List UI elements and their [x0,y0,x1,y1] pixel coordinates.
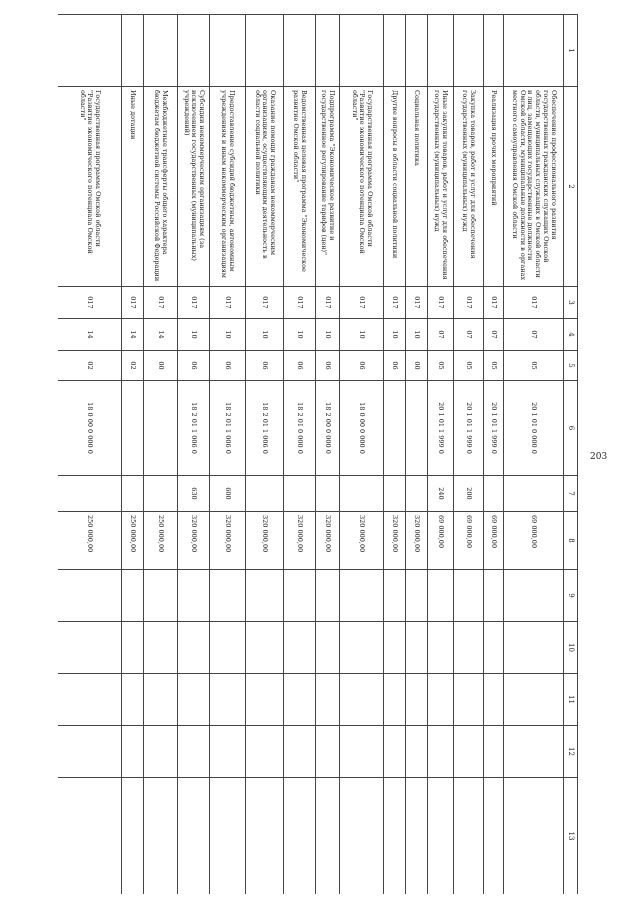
empty-cell [283,570,315,622]
cell-c4: 07 [503,319,563,351]
column-header-1: 1 [563,15,577,87]
empty-cell [383,778,405,894]
row-blank-cell [427,15,453,87]
empty-cell [453,622,483,674]
row-label: Реализация прочих мероприятий [483,87,503,287]
amount-cell: 250 000,00 [143,512,177,570]
empty-cell [339,674,383,726]
row-label: Подпрограмма "Экономическое развитие и государственное регулирование тарифов (цен)" [315,87,339,287]
cell-c5: 06 [283,351,315,381]
cell-c4: 14 [58,319,121,351]
amount-cell: 69 000,00 [427,512,453,570]
cell-c7 [405,476,427,512]
cell-c3: 017 [453,287,483,319]
cell-c4: 10 [283,319,315,351]
amount-cell: 69 000,00 [503,512,563,570]
empty-cell [58,674,121,726]
cell-c6: 20 1 01 1 999 0 [483,381,503,476]
empty-cell [315,778,339,894]
cell-c5: 05 [483,351,503,381]
cell-c3: 017 [58,287,121,319]
empty-cell [453,778,483,894]
cell-c7: 240 [427,476,453,512]
column-header-7: 7 [563,476,577,512]
cell-c6 [383,381,405,476]
cell-c3: 017 [209,287,245,319]
empty-cell [483,570,503,622]
empty-cell [177,726,209,778]
empty-cell [283,622,315,674]
empty-cell [209,674,245,726]
empty-cell [315,622,339,674]
row-blank-cell [209,15,245,87]
empty-cell [209,778,245,894]
row-label: Социальная политика [405,87,427,287]
empty-cell [383,570,405,622]
empty-cell [209,726,245,778]
cell-c4: 14 [121,319,143,351]
cell-c6 [121,381,143,476]
empty-cell [58,570,121,622]
row-blank-cell [405,15,427,87]
row-blank-cell [383,15,405,87]
empty-cell [143,778,177,894]
cell-c3: 017 [383,287,405,319]
cell-c3: 017 [315,287,339,319]
column-header-3: 3 [563,287,577,319]
row-blank-cell [58,15,121,87]
amount-cell: 320 000,00 [339,512,383,570]
empty-cell [503,570,563,622]
cell-c3: 017 [483,287,503,319]
empty-cell [245,726,283,778]
cell-c4: 10 [405,319,427,351]
amount-cell: 250 000,00 [121,512,143,570]
empty-cell [503,726,563,778]
empty-cell [483,622,503,674]
empty-cell [315,674,339,726]
cell-c5: 02 [121,351,143,381]
cell-c4: 07 [453,319,483,351]
column-header-12: 12 [563,726,577,778]
empty-cell [427,622,453,674]
cell-c4: 14 [143,319,177,351]
amount-cell: 69 000,00 [453,512,483,570]
row-blank-cell [503,15,563,87]
cell-c4: 10 [383,319,405,351]
row-blank-cell [283,15,315,87]
empty-cell [383,622,405,674]
empty-cell [427,674,453,726]
row-label: Межбюджетные трансферты общего характера бюджетам бюджетной системы Российской Федерации [143,87,177,287]
cell-c6: 18 2 01 1 006 0 [177,381,209,476]
empty-cell [339,570,383,622]
amount-cell: 320 000,00 [209,512,245,570]
row-blank-cell [177,15,209,87]
empty-cell [121,726,143,778]
column-header-13: 13 [563,778,577,894]
empty-cell [121,778,143,894]
empty-cell [339,778,383,894]
cell-c7 [283,476,315,512]
cell-c3: 017 [405,287,427,319]
cell-c4: 10 [315,319,339,351]
empty-cell [427,778,453,894]
cell-c7 [143,476,177,512]
empty-cell [427,570,453,622]
empty-cell [143,570,177,622]
empty-cell [405,674,427,726]
cell-c4: 07 [483,319,503,351]
empty-cell [453,570,483,622]
row-label: Обеспечение профессионального развития государственных гражданских служащих Омской области, муниципальных служащих в Омской области и лиц, замещающих государственные должности Омской области, муниципальные должности в органах местного самоуправления Омской области [503,87,563,287]
row-blank-cell [121,15,143,87]
row-blank-cell [315,15,339,87]
cell-c6 [143,381,177,476]
empty-cell [405,726,427,778]
cell-c5: 00 [143,351,177,381]
amount-cell: 320 000,00 [405,512,427,570]
empty-cell [177,622,209,674]
empty-cell [143,622,177,674]
cell-c4: 10 [339,319,383,351]
amount-cell: 320 000,00 [177,512,209,570]
cell-c7: 200 [453,476,483,512]
cell-c5: 06 [177,351,209,381]
cell-c4: 10 [177,319,209,351]
empty-cell [177,778,209,894]
row-label: Ведомственная целевая программа "Экономическое развитие Омской области" [283,87,315,287]
empty-cell [383,726,405,778]
cell-c6: 18 2 01 1 006 0 [245,381,283,476]
cell-c5: 06 [383,351,405,381]
cell-c3: 017 [245,287,283,319]
column-header-8: 8 [563,512,577,570]
empty-cell [245,570,283,622]
empty-cell [483,674,503,726]
cell-c7 [339,476,383,512]
cell-c3: 017 [283,287,315,319]
empty-cell [209,570,245,622]
row-blank-cell [483,15,503,87]
cell-c7 [503,476,563,512]
cell-c5: 05 [503,351,563,381]
empty-cell [283,674,315,726]
cell-c6: 20 1 01 1 999 0 [427,381,453,476]
cell-c3: 017 [427,287,453,319]
row-blank-cell [339,15,383,87]
row-label: Государственная программа Омской области "Развитие экономического потенциала Омской области" [58,87,121,287]
empty-cell [405,570,427,622]
cell-c4: 10 [209,319,245,351]
cell-c7 [245,476,283,512]
row-label: Предоставление субсидий бюджетным, автономным учреждениям и иным некоммерческим организациям [209,87,245,287]
empty-cell [121,570,143,622]
cell-c3: 017 [121,287,143,319]
column-header-10: 10 [563,622,577,674]
amount-cell: 250 000,00 [58,512,121,570]
empty-cell [503,622,563,674]
row-label: Оказание помощи гражданам некоммерческим организациям, осуществляющим деятельность в области социальной политики [245,87,283,287]
empty-cell [283,726,315,778]
cell-c6: 18 2 00 0 000 0 [315,381,339,476]
empty-cell [283,778,315,894]
cell-c6: 20 1 01 0 000 0 [503,381,563,476]
empty-cell [58,622,121,674]
row-blank-cell [453,15,483,87]
empty-cell [405,778,427,894]
empty-cell [315,726,339,778]
cell-c6: 18 2 01 1 006 0 [209,381,245,476]
cell-c3: 017 [339,287,383,319]
cell-c6: 18 0 00 0 000 0 [339,381,383,476]
empty-cell [339,726,383,778]
column-header-9: 9 [563,570,577,622]
cell-c7: 630 [177,476,209,512]
amount-cell: 320 000,00 [315,512,339,570]
cell-c7 [383,476,405,512]
empty-cell [121,674,143,726]
column-header-6: 6 [563,381,577,476]
amount-cell: 69 000,00 [483,512,503,570]
empty-cell [177,570,209,622]
cell-c3: 017 [503,287,563,319]
empty-cell [383,674,405,726]
cell-c5: 05 [453,351,483,381]
empty-cell [209,622,245,674]
cell-c5: 06 [209,351,245,381]
empty-cell [503,674,563,726]
row-label: Иные дотации [121,87,143,287]
column-header-2: 2 [563,87,577,287]
cell-c5: 02 [58,351,121,381]
cell-c4: 10 [245,319,283,351]
empty-cell [339,622,383,674]
row-label: Закупка товаров, работ и услуг для обеспечения государственных (муниципальных) нужд [453,87,483,287]
cell-c5: 06 [245,351,283,381]
empty-cell [58,726,121,778]
row-blank-cell [245,15,283,87]
row-label: Иные закупки товаров, работ и услуг для обеспечения государственных (муниципальных) нужд [427,87,453,287]
cell-c3: 017 [177,287,209,319]
empty-cell [121,622,143,674]
cell-c7 [315,476,339,512]
empty-cell [245,778,283,894]
cell-c6 [405,381,427,476]
empty-cell [245,674,283,726]
amount-cell: 320 000,00 [283,512,315,570]
cell-c5: 05 [427,351,453,381]
cell-c6: 20 1 01 1 999 0 [453,381,483,476]
empty-cell [483,778,503,894]
empty-cell [453,726,483,778]
cell-c7 [121,476,143,512]
empty-cell [427,726,453,778]
page-number: 203 [590,452,608,462]
budget-table [58,14,578,894]
amount-cell: 320 000,00 [245,512,283,570]
cell-c6: 18 0 00 0 000 0 [58,381,121,476]
empty-cell [245,622,283,674]
column-header-4: 4 [563,319,577,351]
empty-cell [453,674,483,726]
cell-c5: 00 [405,351,427,381]
cell-c7 [483,476,503,512]
column-header-5: 5 [563,351,577,381]
amount-cell: 320 000,00 [383,512,405,570]
cell-c7: 600 [209,476,245,512]
cell-c6: 18 2 01 0 000 0 [283,381,315,476]
empty-cell [143,726,177,778]
row-label: Другие вопросы в области социальной политики [383,87,405,287]
row-label: Государственная программа Омской области "Развитие экономического потенциала Омской области" [339,87,383,287]
empty-cell [177,674,209,726]
rotated-table-sheet [58,14,578,894]
column-header-11: 11 [563,674,577,726]
row-blank-cell [143,15,177,87]
row-label: Субсидии некоммерческим организациям (за исключением государственных (муниципальных) учреждений) [177,87,209,287]
cell-c4: 07 [427,319,453,351]
cell-c5: 06 [315,351,339,381]
empty-cell [405,622,427,674]
empty-cell [143,674,177,726]
cell-c5: 06 [339,351,383,381]
empty-cell [503,778,563,894]
cell-c7 [58,476,121,512]
empty-cell [483,726,503,778]
empty-cell [58,778,121,894]
cell-c3: 017 [143,287,177,319]
empty-cell [315,570,339,622]
